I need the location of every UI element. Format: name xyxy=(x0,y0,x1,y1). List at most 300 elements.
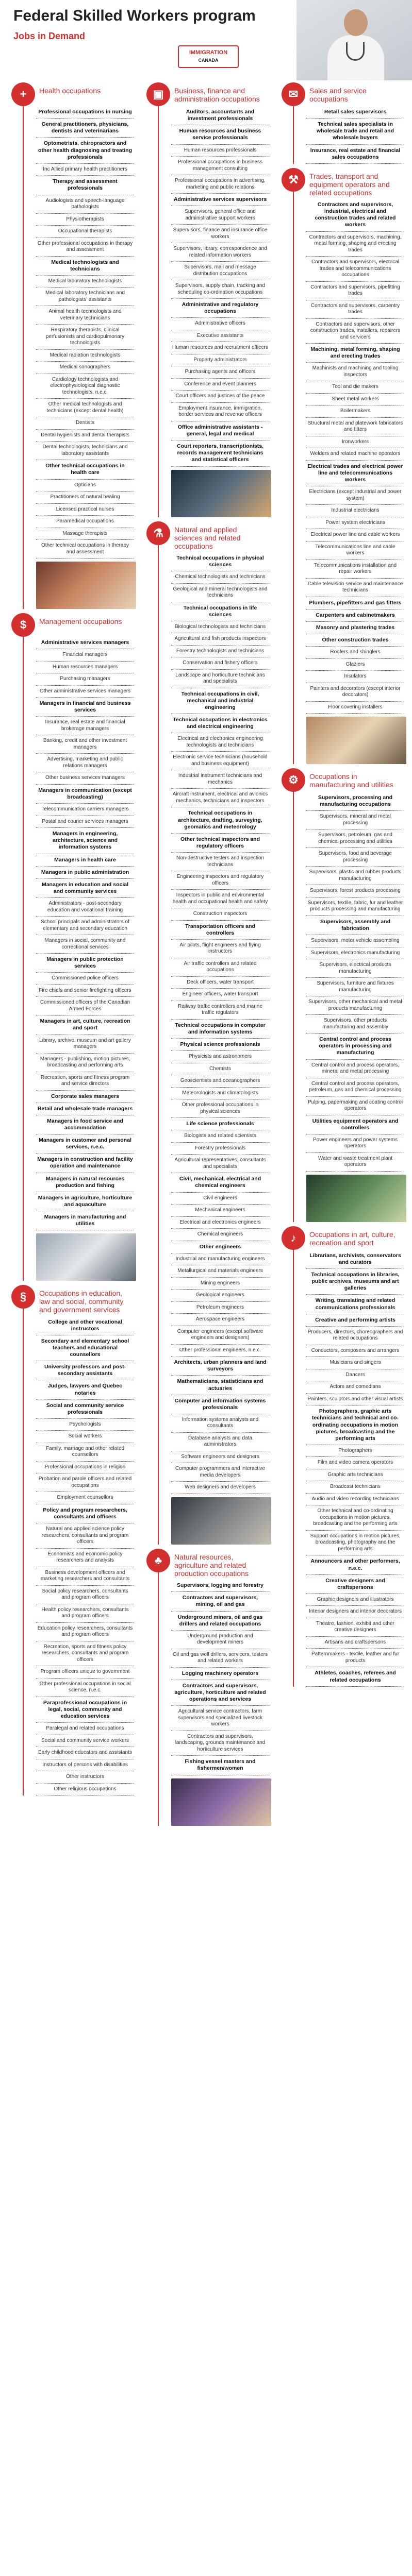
occupation-group: Office administrative assistants - general, legal and medical xyxy=(171,421,269,440)
occupation-item: Structural metal and platework fabricators and fitters xyxy=(306,418,404,436)
section-timeline-line xyxy=(23,106,24,609)
occupation-group: Managers in natural resources production and fishing xyxy=(36,1173,134,1192)
occupation-group: Other engineers xyxy=(171,1241,269,1253)
occupation-item: Dancers xyxy=(306,1369,404,1382)
occupation-group: College and other vocational instructors xyxy=(36,1316,134,1335)
occupation-item: Graphic arts technicians xyxy=(306,1469,404,1482)
occupation-item: Chemical technologists and technicians xyxy=(171,571,269,584)
occupation-item: Electrical and electronics engineers xyxy=(171,1217,269,1229)
occupation-group: Contractors and supervisors, agriculture, horticulture and related operations and services xyxy=(171,1680,269,1706)
occupation-item: Central control and process operators, petroleum, gas and chemical processing xyxy=(306,1078,404,1097)
occupation-item: Health policy researchers, consultants and program officers xyxy=(36,1604,134,1623)
occupation-group: Other construction trades xyxy=(306,634,404,647)
occupation-item: Human resources professionals xyxy=(171,145,269,157)
occupation-item: Purchasing agents and officers xyxy=(171,366,269,379)
occupation-group: Announcers and other performers, n.e.c. xyxy=(306,1555,404,1574)
occupation-item: Supervisors, general office and administrative support workers xyxy=(171,206,269,225)
occupation-group: Managers in financial and business services xyxy=(36,698,134,717)
occupation-item: Business development officers and marketing researchers and consultants xyxy=(36,1567,134,1586)
occupation-item: Central control and process operators, mineral and metal processing xyxy=(306,1060,404,1078)
occupation-section xyxy=(5,613,136,1281)
occupation-item: Financial managers xyxy=(36,649,134,662)
occupation-group: Photographers, graphic arts technicians and technical and co-ordinating occupations in motion pictures, broadcasting and the performing arts xyxy=(306,1405,404,1445)
occupation-item: Deck officers, water transport xyxy=(171,977,269,989)
section-title: Natural resources, agriculture and related production occupations xyxy=(174,1552,249,1578)
occupation-group: Mathematicians, statisticians and actuaries xyxy=(171,1376,269,1395)
occupation-section xyxy=(140,521,271,1545)
occupation-group: Supervisors, logging and forestry xyxy=(171,1580,269,1592)
occupation-item: Air pilots, flight engineers and flying instructors xyxy=(171,940,269,958)
occupation-item: Audio and video recording technicians xyxy=(306,1494,404,1506)
occupation-item: Support occupations in motion pictures, broadcasting, photography and the performing arts xyxy=(306,1531,404,1556)
occupation-item: School principals and administrators of elementary and secondary education xyxy=(36,917,134,935)
section-title: Sales and service occupations xyxy=(309,87,367,104)
occupation-item: Probation and parole officers and related occupations xyxy=(36,1473,134,1492)
occupation-list xyxy=(275,1250,406,1687)
occupation-item: Supervisors, supply chain, tracking and scheduling co-ordination occupations xyxy=(171,280,269,299)
occupation-item: Other medical technologists and technicians (except dental health) xyxy=(36,399,134,417)
occupation-item: Roofers and shinglers xyxy=(306,647,404,659)
occupation-group: Civil, mechanical, electrical and chemical engineers xyxy=(171,1173,269,1192)
occupation-item: Executive assistants xyxy=(171,330,269,343)
section-title: Trades, transport and equipment operators and related occupations xyxy=(309,172,390,197)
occupation-item: Sheet metal workers xyxy=(306,394,404,406)
occupation-item: Engineer officers, water transport xyxy=(171,989,269,1001)
occupation-list xyxy=(5,1316,136,1796)
occupation-item: Other religious occupations xyxy=(36,1784,134,1796)
occupation-item: Painters and decorators (except interior decorators) xyxy=(306,683,404,702)
occupation-item: Computer engineers (except software engineers and designers) xyxy=(171,1326,269,1345)
occupation-group: Auditors, accountants and investment professionals xyxy=(171,106,269,125)
occupation-section xyxy=(140,82,271,517)
occupation-group: Paraprofessional occupations in legal, social, community and education services xyxy=(36,1697,134,1723)
occupation-list xyxy=(275,106,406,164)
occupation-item: Inspectors in public and environmental health and occupational health and safety xyxy=(171,890,269,908)
section-photo xyxy=(171,1778,271,1826)
occupation-item: Managers in social, community and correctional services xyxy=(36,935,134,954)
occupation-item: Telecommunications line and cable workers xyxy=(306,541,404,560)
occupation-item: Biologists and related scientists xyxy=(171,1130,269,1143)
occupation-item: Managers - publishing, motion pictures, broadcasting and performing arts xyxy=(36,1054,134,1072)
occupation-group: Supervisors, processing and manufacturing occupations xyxy=(306,792,404,811)
occupation-item: Electrical power line and cable workers xyxy=(306,529,404,541)
occupation-item: Professional occupations in business management consulting xyxy=(171,157,269,175)
occupation-item: Medical laboratory technologists xyxy=(36,276,134,288)
occupation-item: Social workers xyxy=(36,1431,134,1443)
occupation-group: Life science professionals xyxy=(171,1118,269,1130)
occupation-item: Broadcast technicians xyxy=(306,1481,404,1494)
occupation-list xyxy=(140,1580,271,1775)
occupation-item: Practitioners of natural healing xyxy=(36,492,134,504)
occupation-item: Professional occupations in advertising, marketing and public relations xyxy=(171,175,269,194)
section-photo xyxy=(36,1233,136,1281)
occupation-item: Boilermakers xyxy=(306,405,404,418)
occupation-item: Actors and comedians xyxy=(306,1381,404,1394)
occupation-group: Policy and program researchers, consultants and officers xyxy=(36,1504,134,1523)
occupation-item: Supervisors, other products manufacturing and assembly xyxy=(306,1015,404,1033)
occupation-item: Agricultural and fish products inspectors xyxy=(171,633,269,646)
logo-badge-line1: IMMIGRATION xyxy=(189,49,228,56)
occupation-group: Corporate sales managers xyxy=(36,1091,134,1103)
occupation-group: Administrative services managers xyxy=(36,637,134,649)
occupation-group: Administrative and regulatory occupations xyxy=(171,299,269,318)
occupation-item: Contractors and supervisors, electrical trades and telecommunications occupations xyxy=(306,257,404,282)
occupation-group: Logging machinery operators xyxy=(171,1668,269,1680)
column-3 xyxy=(273,82,408,1830)
occupation-group: Librarians, archivists, conservators and curators xyxy=(306,1250,404,1269)
section-title: Occupations in art, culture, recreation and sport xyxy=(309,1230,395,1247)
section-title: Natural and applied sciences and related occupations xyxy=(174,525,241,550)
hero-head-shape xyxy=(344,9,368,36)
occupation-group: Managers in engineering, architecture, science and information systems xyxy=(36,828,134,854)
occupation-group: Plumbers, pipefitters and gas fitters xyxy=(306,597,404,609)
section-timeline-line xyxy=(23,637,24,1281)
section-photo xyxy=(306,1175,406,1222)
occupation-item: Audiologists and speech-language pathologists xyxy=(36,195,134,214)
occupation-item: Contractors and supervisors, carpentry trades xyxy=(306,300,404,319)
occupation-group: Managers in public administration xyxy=(36,867,134,879)
occupation-item: Forestry professionals xyxy=(171,1143,269,1155)
occupation-group: Other technical inspectors and regulatory officers xyxy=(171,834,269,853)
occupation-item: Supervisors, plastic and rubber products manufacturing xyxy=(306,867,404,885)
occupation-item: Supervisors, motor vehicle assembling xyxy=(306,935,404,947)
column-2 xyxy=(138,82,273,1830)
occupation-item: Mechanical engineers xyxy=(171,1205,269,1217)
occupation-item: Telecommunication carriers managers xyxy=(36,804,134,816)
occupation-item: Agricultural representatives, consultants and specialists xyxy=(171,1155,269,1173)
sales-icon: ✉ xyxy=(282,82,305,106)
occupation-section xyxy=(275,1226,406,1687)
occupation-item: Court officers and justices of the peace xyxy=(171,391,269,403)
occupation-item: Contractors and supervisors, pipefitting trades xyxy=(306,282,404,300)
occupation-group: Architects, urban planners and land surveyors xyxy=(171,1357,269,1376)
occupation-item: Dentists xyxy=(36,417,134,430)
occupation-item: Other administrative services managers xyxy=(36,686,134,698)
occupation-item: Geoscientists and oceanographers xyxy=(171,1075,269,1088)
occupation-group: Managers in construction and facility operation and maintenance xyxy=(36,1154,134,1173)
occupation-item: Musicians and singers xyxy=(306,1357,404,1369)
section-photo xyxy=(36,562,136,609)
occupation-item: Contractors and supervisors, landscaping, grounds maintenance and horticulture services xyxy=(171,1731,269,1756)
occupation-group: Managers in customer and personal services, n.e.c. xyxy=(36,1134,134,1154)
occupation-item: Chemists xyxy=(171,1063,269,1076)
occupation-list xyxy=(140,106,271,467)
occupation-item: Purchasing managers xyxy=(36,673,134,686)
occupation-item: Metallurgical and materials engineers xyxy=(171,1265,269,1278)
occupation-item: Supervisors, mail and message distribution occupations xyxy=(171,262,269,280)
hero-photo-doctor xyxy=(296,0,412,80)
occupation-item: Meteorologists and climatologists xyxy=(171,1088,269,1100)
occupation-item: Other technical and co-ordinating occupations in motion pictures, broadcasting and the performing arts xyxy=(306,1505,404,1531)
occupation-item: Program officers unique to government xyxy=(36,1666,134,1679)
occupation-item: Civil engineers xyxy=(171,1193,269,1205)
occupation-item: Cable television service and maintenance technicians xyxy=(306,579,404,597)
occupation-item: Machinists and machining and tooling inspectors xyxy=(306,363,404,381)
occupation-group: Technical occupations in libraries, public archives, museums and art galleries xyxy=(306,1269,404,1295)
occupation-item: Air traffic controllers and related occupations xyxy=(171,958,269,977)
section-title: Occupations in education, law and social, community and government services xyxy=(39,1289,124,1314)
occupation-item: Theatre, fashion, exhibit and other creative designers xyxy=(306,1618,404,1637)
occupation-item: Employment counsellors xyxy=(36,1492,134,1504)
section-timeline-line xyxy=(293,792,294,1222)
occupation-item: Pulping, papermaking and coating control operators xyxy=(306,1097,404,1115)
occupation-group: Technical occupations in life sciences xyxy=(171,602,269,621)
occupation-item: Banking, credit and other investment managers xyxy=(36,735,134,754)
occupation-item: Interior designers and interior decorators xyxy=(306,1606,404,1618)
occupation-item: Other professional engineers, n.e.c. xyxy=(171,1345,269,1357)
occupation-item: Power engineers and power systems operators xyxy=(306,1134,404,1153)
occupation-item: Geological and mineral technologists and technicians xyxy=(171,584,269,602)
occupation-item: Supervisors, other mechanical and metal products manufacturing xyxy=(306,996,404,1015)
occupation-item: Conservation and fishery officers xyxy=(171,657,269,670)
occupation-item: Information systems analysts and consultants xyxy=(171,1414,269,1433)
occupation-item: Ironworkers xyxy=(306,436,404,449)
occupation-group: Secondary and elementary school teachers and educational counsellors xyxy=(36,1335,134,1361)
occupation-group: Managers in agriculture, horticulture and aquaculture xyxy=(36,1192,134,1211)
section-timeline-line xyxy=(293,1250,294,1687)
occupation-item: Administrators - post-secondary education and vocational training xyxy=(36,898,134,917)
page-title: Federal Skilled Workers program xyxy=(13,7,256,24)
occupation-item: Dental technologists, technicians and laboratory assistants xyxy=(36,442,134,460)
section-timeline-line xyxy=(158,106,159,517)
occupation-item: Natural and applied science policy researchers, consultants and program officers xyxy=(36,1523,134,1549)
occupation-item: Commissioned police officers xyxy=(36,973,134,985)
occupation-section xyxy=(140,1549,271,1826)
occupation-item: Cardiology technologists and electrophysiological diagnostic technologists, n.e.c. xyxy=(36,374,134,399)
occupation-group: Managers in communication (except broadcasting) xyxy=(36,785,134,804)
stethoscope-icon xyxy=(346,42,365,61)
occupation-section xyxy=(275,82,406,164)
occupation-item: Advertising, marketing and public relations managers xyxy=(36,754,134,772)
occupation-item: Electrical and electronics engineering technologists and technicians xyxy=(171,733,269,752)
occupation-group: Medical technologists and technicians xyxy=(36,257,134,276)
occupation-item: Economists and economic policy researchers and analysts xyxy=(36,1549,134,1567)
occupation-group: Court reporters, transcriptionists, records management technicians and statistical officers xyxy=(171,440,269,466)
occupation-item: Contractors and supervisors, other construction trades, installers, repairers and servicers xyxy=(306,319,404,344)
occupation-item: Property administrators xyxy=(171,354,269,367)
occupation-list xyxy=(5,106,136,558)
occupation-item: Painters, sculptors and other visual artists xyxy=(306,1394,404,1406)
tools-icon: ⚒ xyxy=(282,168,305,192)
occupation-item: Tool and die makers xyxy=(306,381,404,394)
logo-badge-line2: CANADA xyxy=(198,57,219,63)
occupation-item: Other instructors xyxy=(36,1771,134,1784)
occupation-item: Education policy researchers, consultants and program officers xyxy=(36,1623,134,1641)
occupation-item: Inc Allied primary health practitioners xyxy=(36,164,134,176)
section-title: Health occupations xyxy=(39,87,101,95)
occupation-item: Welders and related machine operators xyxy=(306,448,404,461)
occupation-item: Physicists and astronomers xyxy=(171,1051,269,1063)
occupation-item: Medical radiation technologists xyxy=(36,350,134,362)
occupation-item: Power system electricians xyxy=(306,517,404,530)
occupation-item: Software engineers and designers xyxy=(171,1451,269,1464)
occupation-item: Film and video camera operators xyxy=(306,1457,404,1469)
health-cross-icon: + xyxy=(11,82,35,106)
occupation-group: Athletes, coaches, referees and related occupations xyxy=(306,1667,404,1686)
section-title: Management occupations xyxy=(39,617,122,625)
occupation-group: Managers in art, culture, recreation and sport xyxy=(36,1015,134,1035)
occupation-item: Opticians xyxy=(36,480,134,492)
occupation-item: Supervisors, electronics manufacturing xyxy=(306,947,404,960)
occupation-group: Machining, metal forming, shaping and erecting trades xyxy=(306,344,404,363)
occupation-item: Chemical engineers xyxy=(171,1229,269,1241)
occupation-item: Construction inspectors xyxy=(171,908,269,921)
occupation-group: Central control and process operators in processing and manufacturing xyxy=(306,1033,404,1059)
occupation-item: Geological engineers xyxy=(171,1290,269,1302)
occupation-item: Recreation, sports and fitness policy researchers, consultants and program officers xyxy=(36,1641,134,1667)
occupation-item: Telecommunications installation and repair workers xyxy=(306,560,404,579)
occupation-group: General practitioners, physicians, dentists and veterinarians xyxy=(36,118,134,138)
occupation-item: Computer programmers and interactive media developers xyxy=(171,1463,269,1482)
occupation-item: Respiratory therapists, clinical perfusionists and cardiopulmonary technologists xyxy=(36,325,134,350)
occupation-section xyxy=(275,768,406,1222)
occupation-item: Supervisors, textile, fabric, fur and leather products processing and manufacturing xyxy=(306,897,404,916)
occupation-group: Managers in manufacturing and utilities xyxy=(36,1211,134,1230)
occupation-list xyxy=(5,637,136,1230)
occupation-group: Carpenters and cabinetmakers xyxy=(306,609,404,622)
occupation-item: Other professional occupations in physical sciences xyxy=(171,1099,269,1118)
occupation-item: Supervisors, furniture and fixtures manufacturing xyxy=(306,978,404,996)
occupation-item: Medical sonographers xyxy=(36,362,134,374)
occupation-list xyxy=(275,199,406,714)
occupation-item: Producers, directors, choreographers and related occupations xyxy=(306,1327,404,1345)
occupation-item: Graphic designers and illustrators xyxy=(306,1594,404,1606)
occupation-group: Optometrists, chiropractors and other health diagnosing and treating professionals xyxy=(36,138,134,163)
occupation-group: Physical science professionals xyxy=(171,1039,269,1051)
occupation-item: Early childhood educators and assistants xyxy=(36,1747,134,1759)
occupation-item: Licensed practical nurses xyxy=(36,504,134,516)
occupation-list xyxy=(140,552,271,1494)
occupation-group: Computer and information systems professionals xyxy=(171,1395,269,1414)
occupation-group: Managers in public protection services xyxy=(36,954,134,973)
occupation-group: Technical sales specialists in wholesale trade and retail and wholesale buyers xyxy=(306,118,404,144)
occupation-section xyxy=(5,82,136,609)
occupation-item: Social policy researchers, consultants and program officers xyxy=(36,1586,134,1604)
occupation-item: Biological technologists and technicians xyxy=(171,621,269,634)
occupation-group: Underground miners, oil and gas drillers and related occupations xyxy=(171,1612,269,1631)
occupation-item: Industrial and manufacturing engineers xyxy=(171,1253,269,1266)
occupation-group: Therapy and assessment professionals xyxy=(36,176,134,195)
occupation-group: Technical occupations in architecture, drafting, surveying, geomatics and meteorology xyxy=(171,807,269,833)
section-timeline-line xyxy=(293,106,294,164)
page-subtitle: Jobs in Demand xyxy=(13,31,86,41)
header xyxy=(0,0,412,82)
occupation-group: Technical occupations in electronics and electrical engineering xyxy=(171,714,269,733)
occupation-group: Managers in food service and accommodation xyxy=(36,1115,134,1134)
occupation-item: Supervisors, forest products processing xyxy=(306,885,404,897)
occupation-item: Conductors, composers and arrangers xyxy=(306,1345,404,1358)
occupation-item: Database analysts and data administrators xyxy=(171,1433,269,1451)
occupation-item: Instructors of persons with disabilities xyxy=(36,1759,134,1772)
occupation-item: Mining engineers xyxy=(171,1278,269,1290)
occupation-group: Technical occupations in civil, mechanical and industrial engineering xyxy=(171,688,269,714)
section-title: Occupations in manufacturing and utilities xyxy=(309,772,393,789)
occupation-item: Supervisors, electrical products manufacturing xyxy=(306,959,404,978)
occupation-group: Utilities equipment operators and controllers xyxy=(306,1115,404,1134)
occupation-item: Photographers xyxy=(306,1445,404,1458)
gear-icon: ⚙ xyxy=(282,768,305,792)
occupation-item: Forestry technologists and technicians xyxy=(171,646,269,658)
occupation-item: Psychologists xyxy=(36,1419,134,1431)
occupation-group: Electrical trades and electrical power line and telecommunications workers xyxy=(306,461,404,486)
occupation-item: Supervisors, petroleum, gas and chemical processing and utilities xyxy=(306,829,404,848)
occupation-item: Massage therapists xyxy=(36,528,134,540)
occupation-group: Creative designers and craftspersons xyxy=(306,1575,404,1594)
occupation-group: University professors and post-secondary assistants xyxy=(36,1361,134,1380)
education-law-icon: § xyxy=(11,1285,35,1309)
occupation-item: Water and waste treatment plant operators xyxy=(306,1153,404,1172)
section-timeline-line xyxy=(158,545,159,1545)
occupation-group: Other technical occupations in health care xyxy=(36,460,134,479)
occupation-item: Electronic service technicians (household and business equipment) xyxy=(171,752,269,770)
occupation-group: Technical occupations in computer and information systems xyxy=(171,1020,269,1039)
occupation-group: Supervisors, assembly and fabrication xyxy=(306,916,404,935)
occupation-item: Underground production and development miners xyxy=(171,1631,269,1649)
occupation-item: Contractors and supervisors, machining, metal forming, shaping and erecting trades xyxy=(306,232,404,257)
occupation-item: Landscape and horticulture technicians and specialists xyxy=(171,670,269,688)
occupation-item: Social and community service workers xyxy=(36,1735,134,1748)
occupation-section xyxy=(5,1285,136,1795)
column-1 xyxy=(3,82,138,1830)
occupation-list xyxy=(275,792,406,1172)
section-photo xyxy=(306,717,406,764)
occupation-item: Glaziers xyxy=(306,659,404,671)
occupation-group: Retail and wholesale trade managers xyxy=(36,1103,134,1115)
section-photo xyxy=(171,1497,271,1545)
occupation-item: Paralegal and related occupations xyxy=(36,1723,134,1735)
occupation-item: Medical laboratory technicians and pathologists' assistants xyxy=(36,287,134,306)
occupation-item: Employment insurance, immigration, border services and revenue officers xyxy=(171,403,269,421)
occupation-item: Insurance, real estate and financial brokerage managers xyxy=(36,717,134,735)
occupation-item: Fire chiefs and senior firefighting officers xyxy=(36,985,134,997)
occupation-group: Managers in education and social and community services xyxy=(36,879,134,898)
occupation-item: Railway traffic controllers and marine traffic regulators xyxy=(171,1001,269,1020)
occupation-item: Aerospace engineers xyxy=(171,1314,269,1326)
occupation-item: Supervisors, mineral and metal processing xyxy=(306,811,404,829)
occupation-item: Professional occupations in religion xyxy=(36,1462,134,1474)
occupation-group: Fishing vessel masters and fishermen/women xyxy=(171,1756,269,1775)
columns xyxy=(0,82,412,1830)
occupation-item: Insulators xyxy=(306,671,404,683)
section-timeline-line xyxy=(23,1309,24,1795)
occupation-item: Aircraft instrument, electrical and avionics mechanics, technicians and inspectors xyxy=(171,789,269,807)
occupation-item: Supervisors, library, correspondence and related information workers xyxy=(171,243,269,262)
occupation-item: Physiotherapists xyxy=(36,214,134,226)
occupation-item: Recreation, sports and fitness program and service directors xyxy=(36,1072,134,1091)
flask-icon: ⚗ xyxy=(146,521,170,545)
occupation-group: Contractors and supervisors, industrial, electrical and construction trades and related workers xyxy=(306,199,404,232)
occupation-item: Supervisors, food and beverage processing xyxy=(306,848,404,867)
occupation-item: Industrial electricians xyxy=(306,505,404,517)
occupation-item: Engineering inspectors and regulatory officers xyxy=(171,871,269,890)
occupation-section xyxy=(275,168,406,764)
occupation-item: Animal health technologists and veterinary technicians xyxy=(36,306,134,325)
occupation-item: Oil and gas well drillers, servicers, testers and related workers xyxy=(171,1649,269,1668)
occupation-group: Insurance, real estate and financial sales occupations xyxy=(306,145,404,164)
occupation-item: Library, archive, museum and art gallery managers xyxy=(36,1035,134,1054)
occupation-group: Masonry and plastering trades xyxy=(306,622,404,634)
occupation-item: Other technical occupations in therapy and assessment xyxy=(36,540,134,558)
logo-badge xyxy=(178,45,239,68)
briefcase-icon: ▣ xyxy=(146,82,170,106)
occupation-group: Managers in health care xyxy=(36,854,134,867)
section-timeline-line xyxy=(293,192,294,764)
occupation-group: Contractors and supervisors, mining, oil and gas xyxy=(171,1592,269,1611)
occupation-item: Other professional occupations in therapy and assessment xyxy=(36,238,134,257)
occupation-item: Commissioned officers of the Canadian Armed Forces xyxy=(36,997,134,1015)
occupation-item: Electricians (except industrial and power system) xyxy=(306,486,404,505)
occupation-group: Professional occupations in nursing xyxy=(36,106,134,118)
